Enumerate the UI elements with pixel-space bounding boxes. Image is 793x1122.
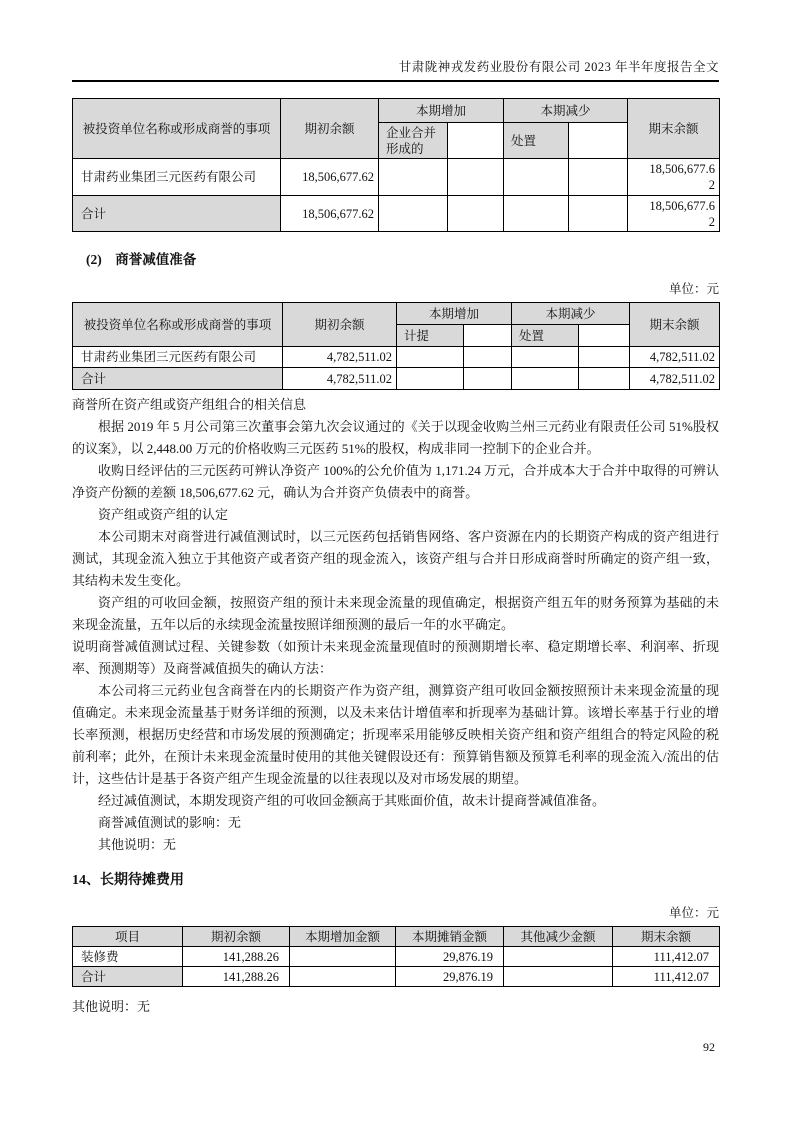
total-label: 合计 (73, 368, 283, 390)
amortized-amount: 29,876.19 (396, 947, 504, 967)
col-header-closing-balance: 期末余额 (630, 303, 720, 347)
col-header-increase-amount: 本期增加金额 (290, 927, 396, 947)
table-row-total (73, 967, 720, 987)
entity-name: 甘肃药业集团三元医药有限公司 (73, 159, 281, 196)
section-heading-impairment: (2) 商誉减值准备 (86, 252, 197, 267)
unit-label: 单位：元 (668, 282, 719, 296)
goodwill-narrative (72, 394, 719, 856)
paragraph: 商誉减值测试的影响：无 (98, 815, 242, 830)
col-header-entity: 被投资单位名称或形成商誉的事项 (73, 99, 281, 159)
col-header-item: 项目 (73, 927, 183, 947)
col-header-other-decrease: 其他减少金额 (504, 927, 613, 947)
total-label: 合计 (73, 967, 183, 987)
closing-balance-total: 111,412.07 (613, 967, 720, 987)
opening-balance-total: 18,506,677.62 (281, 196, 379, 232)
col-header-opening-balance: 期初余额 (183, 927, 290, 947)
closing-balance: 111,412.07 (613, 947, 720, 967)
amortized-amount-total: 29,876.19 (396, 967, 504, 987)
table-row (73, 947, 720, 967)
closing-balance-total: 18,506,677.62 (628, 196, 720, 232)
opening-balance: 4,782,511.02 (283, 347, 397, 368)
col-header-closing-balance: 期末余额 (628, 99, 720, 159)
goodwill-impairment-table (72, 302, 720, 390)
item-name: 装修费 (73, 947, 183, 967)
deferred-expense-table (72, 926, 720, 987)
col-header-entity: 被投资单位名称或形成商誉的事项 (73, 303, 283, 347)
col-header-disposal: 处置 (504, 123, 569, 159)
col-header-provision: 计提 (397, 325, 464, 347)
table-row (73, 159, 720, 196)
paragraph: 资产组的可收回金额，按照资产组的预计未来现金流量的现值确定，根据资产组五年的财务预算为基础的未来现金流量，五年以后的永续现金流量按照详细预测的最后一年的水平确定。 (72, 595, 719, 632)
table-row-total (73, 196, 720, 232)
closing-balance: 4,782,511.02 (630, 347, 720, 368)
opening-balance: 18,506,677.62 (281, 159, 379, 196)
report-title: 甘肃陇神戎发药业股份有限公司 2023 年半年度报告全文 (72, 0, 719, 82)
col-header-decrease-blank (569, 123, 628, 159)
closing-balance-total: 4,782,511.02 (630, 368, 720, 390)
opening-balance-total: 4,782,511.02 (283, 368, 397, 390)
paragraph: 收购日经评估的三元医药可辨认净资产 100%的公允价值为 1,171.24 万元，合并成本大于合并中取得的可辨认净资产份额的差额 18,506,677.62 元，确认为合并资产负债表中的商誉。 (72, 463, 719, 500)
goodwill-table (72, 98, 720, 232)
col-header-increase-group: 本期增加 (397, 303, 512, 325)
col-header-decrease-group: 本期减少 (504, 99, 628, 123)
col-header-opening-balance: 期初余额 (283, 303, 397, 347)
paragraph: 资产组或资产组的认定 (98, 507, 229, 522)
col-header-increase-group: 本期增加 (379, 99, 504, 123)
col-header-increase-blank (464, 325, 512, 347)
section-heading-deferred-expenses: 14、长期待摊费用 (72, 873, 184, 888)
closing-balance: 18,506,677.62 (628, 159, 720, 196)
paragraph: 商誉所在资产组或资产组组合的相关信息 (72, 397, 307, 412)
other-note: 其他说明：无 (72, 999, 151, 1014)
table-row (73, 347, 720, 368)
entity-name: 甘肃药业集团三元医药有限公司 (73, 347, 283, 368)
opening-balance: 141,288.26 (183, 947, 290, 967)
col-header-closing-balance: 期末余额 (613, 927, 720, 947)
unit-label: 单位：元 (668, 906, 719, 920)
col-header-increase-blank (448, 123, 504, 159)
col-header-decrease-blank (579, 325, 630, 347)
table-row-total (73, 368, 720, 390)
paragraph: 经过减值测试，本期发现资产组的可收回金额高于其账面价值，故未计提商誉减值准备。 (98, 793, 606, 808)
paragraph: 其他说明：无 (98, 837, 177, 852)
total-label: 合计 (73, 196, 281, 232)
paragraph: 说明商誉减值测试过程、关键参数（如预计未来现金流量现值时的预测期增长率、稳定期增长率、利润率、折现率、预测期等）及商誉减值损失的确认方法： (72, 639, 719, 676)
paragraph: 根据 2019 年 5 月公司第三次董事会第九次会议通过的《关于以现金收购兰州三元药业有限责任公司 51%股权的议案》，以 2,448.00 万元的价格收购三元医药 51%的股权，构成非同一控制下的企业合并。 (72, 419, 719, 456)
page-number: 92 (703, 1040, 715, 1054)
col-header-disposal: 处置 (512, 325, 579, 347)
col-header-decrease-group: 本期减少 (512, 303, 630, 325)
col-header-amortized-amount: 本期摊销金额 (396, 927, 504, 947)
col-header-business-combination: 企业合并形成的 (379, 123, 448, 159)
paragraph: 本公司将三元药业包含商誉在内的长期资产作为资产组，测算资产组可收回金额按照预计未来现金流量的现值确定。未来现金流量基于财务详细的预测，以及未来估计增值率和折现率为基础计算。该增长率基于行业的增长率预测，根据历史经营和市场发展的预测确定；折现率采用能够反映相关资产组和资产组组合的特定风险的税前利率；此外，在预计未来现金流量时使用的其他关键假设还有：预算销售额及预算毛利率的现金流入/流出的估计，这些估计是基于各资产组产生现金流量的以往表现以及对市场发展的期望。 (72, 683, 719, 786)
opening-balance-total: 141,288.26 (183, 967, 290, 987)
paragraph: 本公司期末对商誉进行减值测试时，以三元医药包括销售网络、客户资源在内的长期资产构成的资产组进行测试，其现金流入独立于其他资产或者资产组的现金流入，该资产组与合并日形成商誉时所确定的资产组一致，其结构未发生变化。 (72, 529, 719, 588)
col-header-opening-balance: 期初余额 (281, 99, 379, 159)
